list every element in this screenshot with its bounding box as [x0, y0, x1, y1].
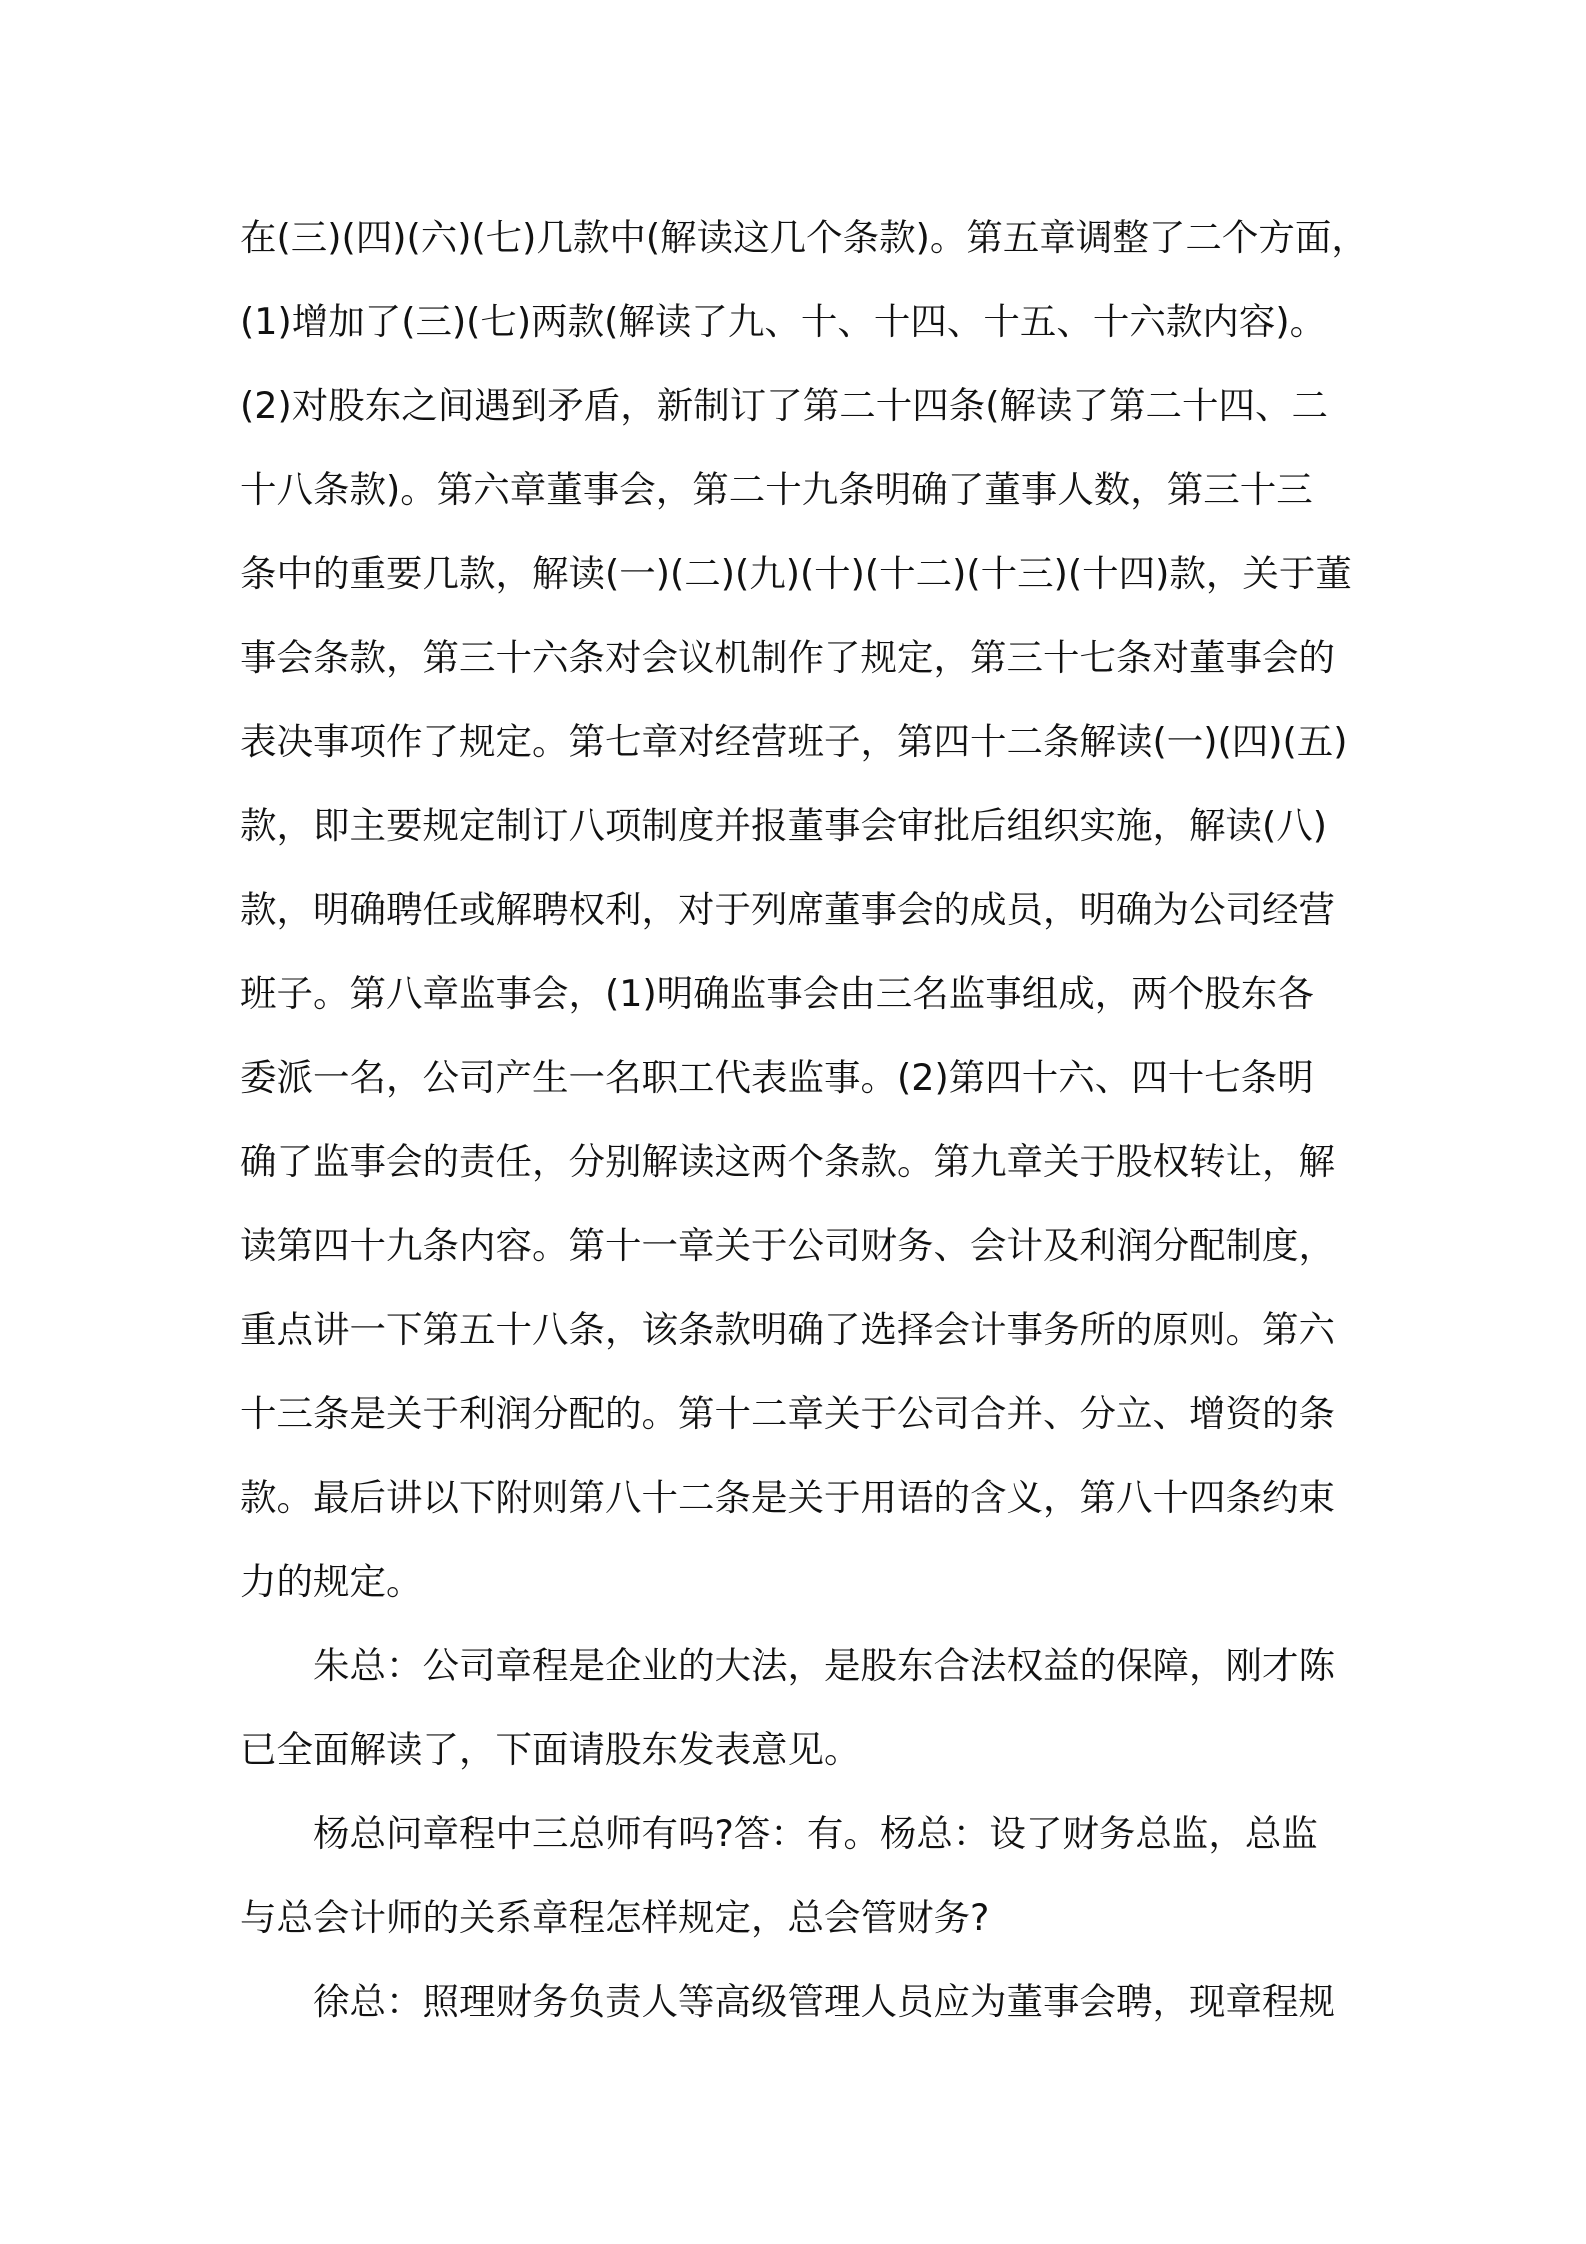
text-line: 表决事项作了规定。第七章对经营班子，第四十二条解读(一)(四)(五): [240, 720, 1348, 763]
text-line: 委派一名，公司产生一名职工代表监事。(2)第四十六、四十七条明: [240, 1056, 1314, 1099]
text-line: 款，即主要规定制订八项制度并报董事会审批后组织实施，解读(八): [240, 804, 1327, 847]
text-line: 款，明确聘任或解聘权利，对于列席董事会的成员，明确为公司经营: [240, 888, 1335, 931]
text-line: 条中的重要几款，解读(一)(二)(九)(十)(十二)(十三)(十四)款，关于董: [240, 552, 1352, 595]
text-line: 在(三)(四)(六)(七)几款中(解读这几个条款)。第五章调整了二个方面，: [240, 216, 1368, 259]
text-line: 与总会计师的关系章程怎样规定，总会管财务?: [240, 1896, 990, 1939]
text-line: 确了监事会的责任，分别解读这两个条款。第九章关于股权转让，解: [240, 1140, 1335, 1183]
paragraph-zhu-statement: [240, 1624, 1360, 1792]
paragraph-xu-statement: [240, 1960, 1360, 2044]
text-line: 徐总：照理财务负责人等高级管理人员应为董事会聘，现章程规: [313, 1980, 1335, 2023]
text-line: 款。最后讲以下附则第八十二条是关于用语的含义，第八十四条约束: [240, 1476, 1335, 1519]
text-line: 力的规定。: [240, 1560, 423, 1603]
text-line: 班子。第八章监事会，(1)明确监事会由三名监事组成，两个股东各: [240, 972, 1314, 1015]
text-line: (1)增加了(三)(七)两款(解读了九、十、十四、十五、十六款内容)。: [240, 300, 1327, 343]
text-line: 重点讲一下第五十八条，该条款明确了选择会计事务所的原则。第六: [240, 1308, 1335, 1351]
text-line: 杨总问章程中三总师有吗?答：有。杨总：设了财务总监，总监: [313, 1812, 1318, 1855]
text-line: 已全面解读了，下面请股东发表意见。: [240, 1728, 861, 1771]
document-body: [240, 196, 1368, 2044]
paragraph-articles-summary: [240, 196, 1368, 1624]
text-line: (2)对股东之间遇到矛盾，新制订了第二十四条(解读了第二十四、二: [240, 384, 1328, 427]
text-line: 事会条款，第三十六条对会议机制作了规定，第三十七条对董事会的: [240, 636, 1335, 679]
text-line: 十三条是关于利润分配的。第十二章关于公司合并、分立、增资的条: [240, 1392, 1335, 1435]
text-line: 读第四十九条内容。第十一章关于公司财务、会计及利润分配制度，: [240, 1224, 1335, 1267]
paragraph-yang-question: [240, 1792, 1360, 1960]
text-line: 朱总：公司章程是企业的大法，是股东合法权益的保障，刚才陈: [313, 1644, 1335, 1687]
text-line: 十八条款)。第六章董事会，第二十九条明确了董事人数，第三十三: [240, 468, 1313, 511]
